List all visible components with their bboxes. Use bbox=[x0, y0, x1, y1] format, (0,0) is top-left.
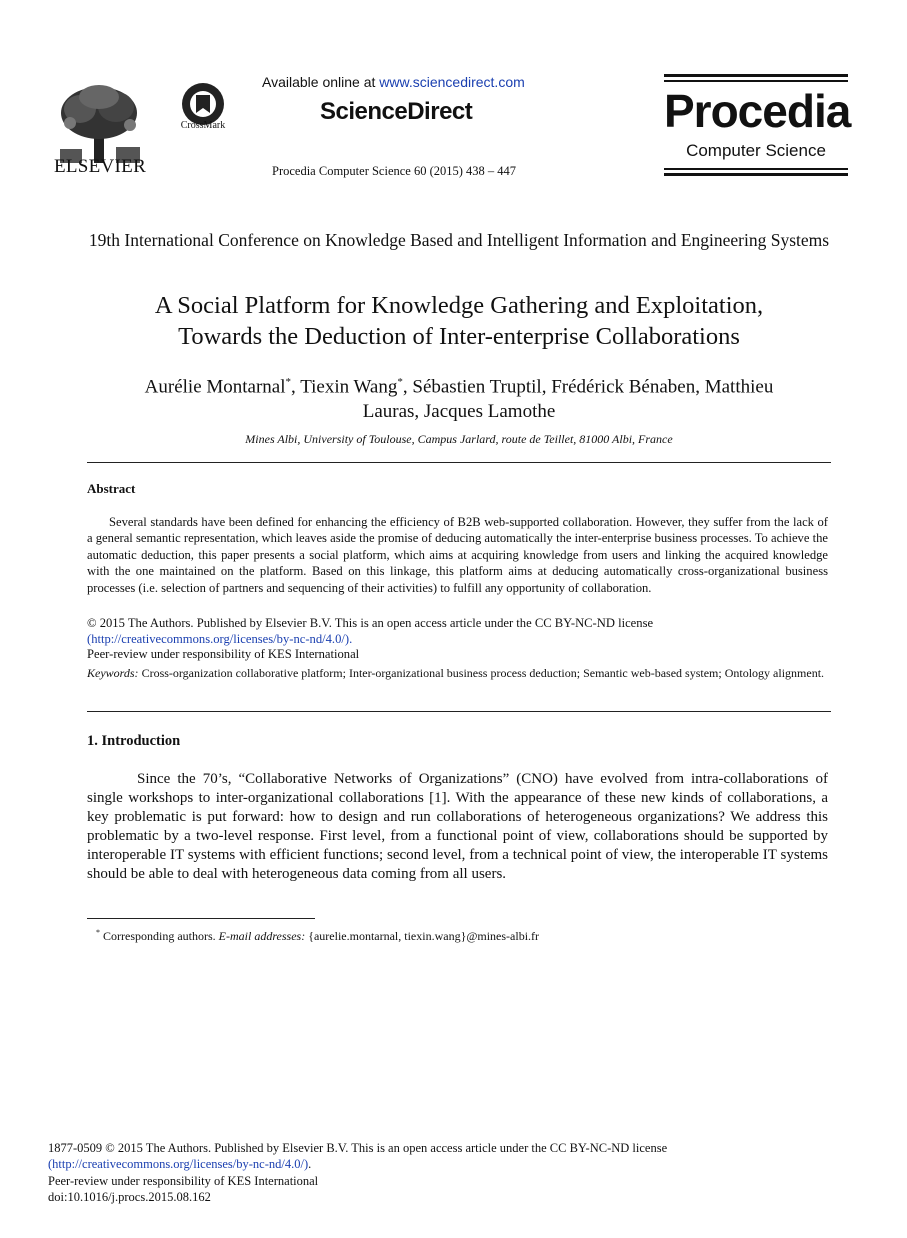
keywords bbox=[87, 665, 828, 681]
available-online-line bbox=[262, 74, 525, 90]
corresponding-mark-1: * bbox=[285, 376, 292, 388]
doi-line: doi:10.1016/j.procs.2015.08.162 bbox=[48, 1190, 211, 1205]
paper-title bbox=[88, 290, 830, 352]
sciencedirect-brand: ScienceDirect bbox=[320, 98, 473, 125]
procedia-logo bbox=[664, 74, 851, 176]
footnote bbox=[96, 928, 539, 944]
introduction-paragraph: Since the 70’s, “Collaborative Networks of Organizations” (CNO) have evolved from intra-collaborations of single workshops to inter-organizational collaborations [1]. With the appearance of these new kinds of collaborations, a key problematic is put forward: how to design and run collaborations of heterogeneous organizations? We address this problematic by a two-level response. First level, from a functional point of view, collaborations should be supported by interoperable IT systems with efficient functions; second level, from a technical point of view, the interoperable IT systems should be able to deal with heterogeneous data coming from all users. bbox=[87, 771, 828, 882]
procedia-rule-bottom bbox=[664, 173, 848, 176]
issn-line: 1877-0509 © 2015 The Authors. Published by Elsevier B.V. This is an open access article under the CC BY-NC-ND license bbox=[48, 1141, 668, 1155]
section-heading-introduction: 1. Introduction bbox=[87, 733, 181, 749]
footnote-mark: * bbox=[96, 928, 100, 937]
author-line-2: Lauras, Jacques Lamothe bbox=[362, 400, 556, 422]
procedia-name: Procedia bbox=[664, 85, 851, 137]
license-line bbox=[48, 1156, 667, 1172]
paper-title-line-1: A Social Platform for Knowledge Gathering and Exploitation, bbox=[154, 292, 764, 319]
footnote-prefix: Corresponding authors. bbox=[100, 929, 219, 943]
license-line-tail: . bbox=[308, 1157, 312, 1172]
author-1: Aurélie Montarnal bbox=[144, 376, 286, 398]
abstract-heading: Abstract bbox=[87, 481, 136, 496]
peer-review-line: Peer-review under responsibility of KES International bbox=[87, 647, 360, 661]
conference-name: 19th International Conference on Knowledge Based and Intelligent Information and Engineering Systems bbox=[88, 230, 830, 250]
procedia-rule-top bbox=[664, 74, 848, 77]
available-prefix: Available online at bbox=[262, 74, 380, 90]
footnote-rule bbox=[87, 918, 315, 919]
author-line-1 bbox=[88, 370, 830, 400]
procedia-subtitle: Computer Science bbox=[686, 141, 826, 160]
footnote-email-label: E-mail addresses: bbox=[218, 929, 306, 943]
copyright-line: © 2015 The Authors. Published by Elsevier B.V. This is an open access article under the CC BY-NC-ND license bbox=[87, 616, 654, 630]
affiliation: Mines Albi, University of Toulouse, Campus Jarlard, route de Teillet, 81000 Albi, France bbox=[245, 432, 673, 446]
divider-bottom bbox=[87, 711, 831, 712]
footnote-emails: {aurelie.montarnal, tiexin.wang}@mines-albi.fr bbox=[305, 929, 540, 943]
sciencedirect-link[interactable]: www.sciencedirect.com bbox=[379, 74, 525, 90]
abstract-text: Several standards have been defined for enhancing the efficiency of B2B web-supported collaboration. However, they suffer from the lack of a general semantic representation, which leaves aside the promise of deducing automatically the inter-enterprise business processes. To achieve the automatic deduction, this paper presents a social platform, which aims at acquiring knowledge from users and linking the acquired knowledge with the one maintained on the platform. Based on this linkage, this platform aims at deducing automatically cross-organizational business processes (i.e. selection of partners and sequencing of their activities) to fulfill any opportunity of collaboration. bbox=[87, 515, 828, 595]
issn-license-block bbox=[48, 1140, 667, 1206]
bottom-peer-review: Peer-review under responsibility of KES International bbox=[48, 1173, 319, 1188]
license-link[interactable]: (http://creativecommons.org/licenses/by-nc-nd/4.0/). bbox=[87, 632, 353, 646]
procedia-rule-top-thin bbox=[664, 80, 848, 82]
authors-rest-1: , Sébastien Truptil, Frédérick Bénaben, Matthieu bbox=[402, 376, 774, 398]
procedia-rule-bottom-thin bbox=[664, 168, 848, 170]
journal-reference: Procedia Computer Science 60 (2015) 438 – 447 bbox=[272, 164, 517, 178]
keywords-label: Keywords: bbox=[87, 666, 139, 680]
paper-title-line-2: Towards the Deduction of Inter-enterprise Collaborations bbox=[178, 323, 740, 350]
publisher-logo-label: ELSEVIER bbox=[53, 156, 147, 177]
bottom-license-link[interactable]: (http://creativecommons.org/licenses/by-nc-nd/4.0/) bbox=[48, 1157, 309, 1172]
corresponding-mark-2: * bbox=[397, 376, 403, 388]
crossmark-label: CrossMark bbox=[180, 120, 226, 131]
divider-top bbox=[87, 462, 831, 463]
keywords-text: Cross-organization collaborative platform; Inter-organizational business process deduction; Semantic web-based system; Ontology alignment. bbox=[138, 666, 825, 680]
author-list bbox=[88, 370, 830, 424]
author-2: , Tiexin Wang bbox=[291, 376, 398, 398]
